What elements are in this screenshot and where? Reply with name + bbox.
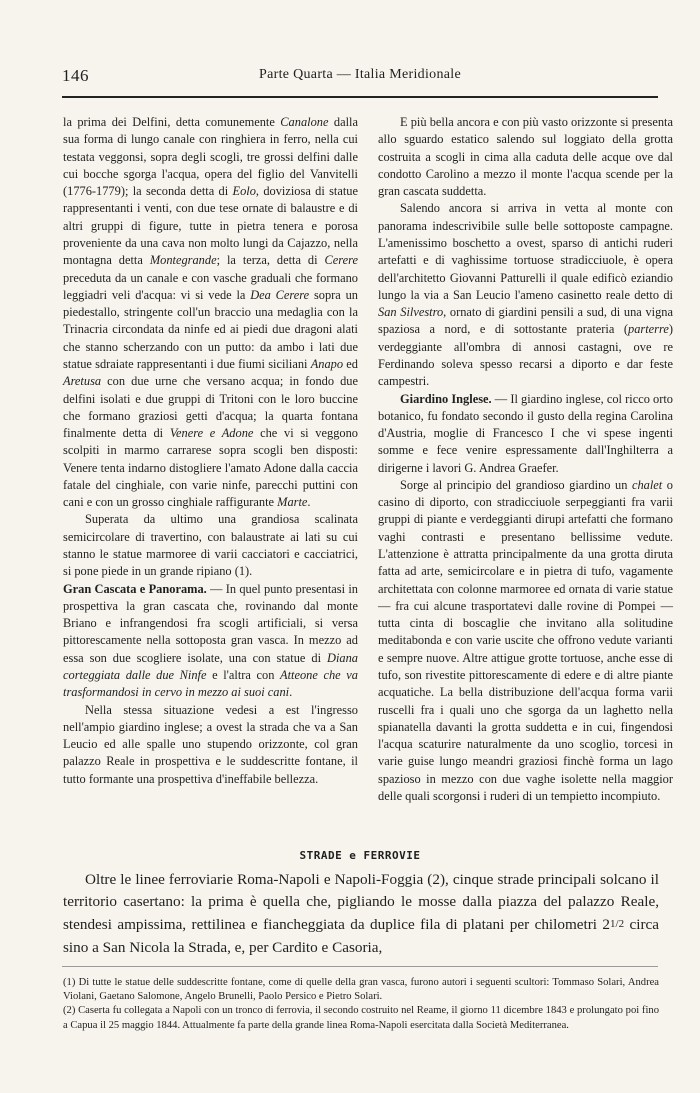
header-rule	[62, 96, 658, 98]
paragraph: la prima dei Delfini, detta comunemente Canalone dalla sua forma di lungo canale con ringhiera in ferro, nella cui testata veggonsi, sopra degli scogli, tre grossi delfini dalle cui bocche sgorga l'acqua, opera del figlio del Vanvitelli (1776-1779); la seconda detta di Eolo, doviziosa di statue rappresentanti i venti, con due tese ornate di balaustre e di altri gruppi di figure, tutte in pietra tenera e porosa proveniente da una cava non molto lungi da Cajazzo, nella montagna detta Montegrande; la terza, detta di Cerere preceduta da un canale e con vasche graduali che formano leggiadri veli d'acqua: vi si vede la Dea Cerere sopra un piedestallo, stringente coll'un braccio una medaglia con la Trinacria circondata da ninfe ed ai piedi due dragoni alati che stanno scherzando con un putto: da ambo i lati due statue sdraiate rappresentanti i due fiumi siciliani Anapo ed Aretusa con due urne che versano acqua; in fondo due delfini isolati e due gruppi di Tritoni con le loro buccine che formano graziosi getti d'acqua; la quarta fontana finalmente detta di Venere e Adone che vi si veggono scolpiti in marmo carrarese sopra scogli ben disposti: Venere tenta indarno distogliere l'amato Adone dalla caccia fatale del cinghiale, con varie ninfe, parecchi puttini con cani e con un grosso cinghiale raffigurante Marte.	[63, 115, 358, 510]
paragraph: Sorge al principio del grandioso giardino un chalet o casino di diporto, con stradicciuole serpeggianti fra varii gruppi di piante e verdeggianti dirupi artefatti che formano vaghi contrasti e presentano bellissime vedute. L'attenzione è attratta principalmente da una grotta diruta fatta ad arte, semicircolare e in pietra di tufo, vagamente architettata con colonne marmoree ed ornata di varie statue — fra cui alcune trasportatevi dalle rovine di Pompei — tutta cinta di boscaglie che invitano alla solitudine meditabonda e con varie uscite che offrono vedute varianti e sempre nuove. Altre attigue grotte tortuose, anche esse di tufo, son rivestite pittorescamente di edere e di altre piante acquatiche. La bella distribuzione dell'acqua forma varii ruscelli fra i quali uno che sgorga da un laghetto nella spianatella davanti la grotta suddetta e in cui, fingendosi l'acqua scaturire naturalmente da uno scoglio, torcesi in varie guise lungo meandri graziosi finchè forma un lago spazioso in mezzo con due vaghe isolette nella maggior delle quali scorgonsi i ruderi di un tempietto incompiuto.	[378, 477, 674, 803]
paragraph: Gran Cascata e Panorama. — In quel punto presentasi in prospettiva la gran cascata che, rovinando dal monte Briano e infrangendosi fra scogli artificiali, si versa pittorescamente nella sottoposta gran vasca. In mezzo ad essa son due scogliere isolate, una con statue di Diana corteggiata dalle due Ninfe e l'altra con Atteone che va trasformandosi in cervo in mezzo ai suoi cani.	[63, 581, 358, 700]
fraction: 1/2	[610, 918, 625, 931]
section-lead: Gran Cascata e Panorama.	[63, 581, 207, 596]
footnote: (2) Caserta fu collegata a Napoli con un tronco di ferrovia, il secondo costruito nel Reame, il giorno 11 dicembre 1843 e prolungato poi fino a Capua il 25 maggio 1844. Attualmente fa parte della grande linea Roma-Napoli esercitata dalla Società Mediterranea.	[63, 1005, 659, 1031]
right-column	[378, 114, 673, 805]
page-header	[62, 66, 658, 88]
paragraph: Superata da ultimo una grandiosa scalinata semicircolare di travertino, con balaustrate ai lati su cui stanno le statue marmoree di varii cacciatori e cacciatrici, si pone piede in un grande ripiano (1).	[63, 512, 358, 579]
footnote-rule	[62, 966, 658, 967]
paragraph: E più bella ancora e con più vasto orizzonte si presenta allo sguardo estatico salendo sul loggiato della grotta costruita a scogli in cima alla caduta delle acque ove dal condotto Carolino a mezzo il monte l'acqua scende per la gran cascata suddetta.	[378, 115, 673, 199]
page-number: 146	[62, 66, 89, 85]
paragraph: Giardino Inglese. — Il giardino inglese, col ricco orto botanico, fu fondato secondo il gusto della regina Carolina d'Austria, moglie di Francesco I che vi spese ingenti somme e fece venire espressamente dall'Inghilterra a dirigerne i lavori G. Andrea Graefer.	[378, 391, 673, 475]
footnotes	[63, 976, 659, 1033]
paragraph: Nella stessa situazione vedesi a est l'ingresso nell'ampio giardino inglese; a ovest la strada che va a San Leucio ed alle spalle uno stupendo orizzonte, col gran palazzo Reale in prospettiva e le suddescritte fontane, il tutto formante una prospettiva d'ineffabile bellezza.	[63, 702, 358, 786]
paragraph: Oltre le linee ferroviarie Roma-Napoli e Napoli-Foggia (2), cinque strade principali solcano il territorio casertano: la prima è quella che, pigliando le mosse dalla piazza del palazzo Reale, stendesi ampissima, rettilinea e fiancheggiata da duplice fila di platani per chilometri 21/2 circa sino a San Nicola la Strada, e, per Cardito e Casoria,	[63, 871, 659, 956]
left-column	[63, 114, 358, 788]
running-title: Parte Quarta — Italia Meridionale	[259, 67, 461, 82]
paragraph: Salendo ancora si arriva in vetta al monte con panorama indescrivibile sulle belle sottoposte campagne. L'amenissimo boschetto a ovest, sparso di antichi ruderi artefatti e di vaghissime tortuose stradicciuole, è opera dell'architetto Giovanni Patturelli il quale edificò eziandio lungo la via a San Leucio l'ameno casinetto reale detto di San Silvestro, ornato di giardini pensili a sud, di una vigna spaziosa a nord, e di sottostante prateria (parterre) verdeggiante all'ombra di annosi castagni, ove re Ferdinando soleva spesso recarsi a diporto e dar feste campestri.	[378, 201, 673, 389]
section-body	[63, 869, 659, 959]
section-lead: Giardino Inglese.	[400, 391, 492, 406]
section-title: STRADE e FERROVIE	[299, 849, 421, 862]
footnote: (1) Di tutte le statue delle suddescritte fontane, come di quelle della gran vasca, furono autori i seguenti scultori: Tommaso Solari, Andrea Violani, Gaetano Salomone, Angelo Brunelli, Paolo Persico e Pietro Solari.	[63, 977, 659, 1003]
